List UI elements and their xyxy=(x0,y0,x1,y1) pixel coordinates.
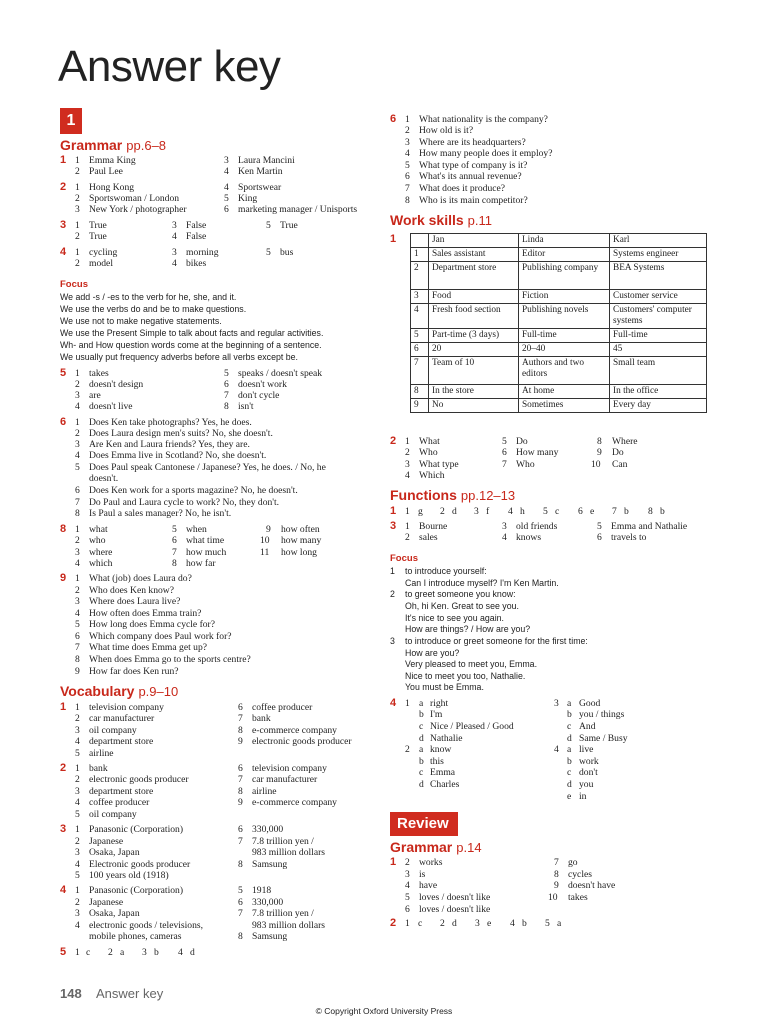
answer: Samsung xyxy=(252,859,288,870)
answer: department store xyxy=(89,786,154,797)
table-row: 7 Team of 10 Authors and two editors Small team xyxy=(411,357,707,385)
answer: How far does Ken run? xyxy=(89,666,179,677)
question-number: 1 xyxy=(60,154,67,166)
answer: loves / doesn't like xyxy=(419,892,491,903)
answer: what time xyxy=(186,535,225,546)
answer: What does it produce? xyxy=(419,183,506,194)
focus-line: How are things? / How are you? xyxy=(405,624,531,634)
answer: Does Ken work for a sports magazine? No, he doesn't. xyxy=(89,485,298,496)
page-title: Answer key xyxy=(58,42,281,91)
answer: Bourne xyxy=(419,521,448,532)
answer: bikes xyxy=(186,258,207,269)
answer: I'm xyxy=(430,709,443,720)
answer: a xyxy=(557,918,562,929)
answer: Does Emma live in Scotland? No, she doesn't. xyxy=(89,450,267,461)
answer: 7.8 trillion yen / xyxy=(252,908,314,919)
answer: how many xyxy=(281,535,322,546)
answer: speaks / doesn't speak xyxy=(238,368,323,379)
answer: works xyxy=(419,857,443,868)
answer: bus xyxy=(280,247,294,258)
focus-line: We usually put frequency adverbs before all verbs except be. xyxy=(60,352,298,362)
table-row: 6 20 20–40 45 xyxy=(411,343,707,357)
answer: b xyxy=(522,918,527,929)
question-number: 4 xyxy=(60,246,67,258)
focus-line: to greet someone you know: xyxy=(405,589,516,599)
answer: bank xyxy=(89,763,108,774)
answer: c xyxy=(418,918,423,929)
answer: Which company does Paul work for? xyxy=(89,631,232,642)
answer: Charles xyxy=(430,779,460,790)
answer: Emma and Nathalie xyxy=(611,521,688,532)
question-number: 2 xyxy=(390,435,397,447)
answer: live xyxy=(579,744,594,755)
table-row: 1 Sales assistant Editor Systems engineer xyxy=(411,248,707,262)
answer: e-commerce company xyxy=(252,797,337,808)
answer: Ken Martin xyxy=(238,166,283,177)
table-row: 5 Part-time (3 days) Full-time Full-time xyxy=(411,329,707,343)
focus-line: We use the Present Simple to talk about facts and regular activities. xyxy=(60,328,324,338)
answer: work xyxy=(579,756,599,767)
question-number: 3 xyxy=(60,219,67,231)
answer: how much xyxy=(186,547,227,558)
answer: 100 years old (1918) xyxy=(89,870,169,881)
answer: electronic goods producer xyxy=(252,736,352,747)
answer: Do xyxy=(612,447,624,458)
answer: Who does Ken know? xyxy=(89,585,174,596)
answer: h xyxy=(520,506,525,517)
answer: How many xyxy=(516,447,559,458)
focus-line: We use not to make negative statements. xyxy=(60,316,222,326)
answer: oil company xyxy=(89,725,137,736)
answer: right xyxy=(430,698,449,709)
vocabulary-heading: Vocabulary p.9–10 xyxy=(60,683,179,699)
answer: marketing manager / Unisports xyxy=(238,204,358,215)
answer: e xyxy=(487,918,492,929)
question-number: 2 xyxy=(60,762,67,774)
answer: you / things xyxy=(579,709,625,720)
answer: model xyxy=(89,258,113,269)
focus-line: We add -s / -es to the verb for he, she, and it. xyxy=(60,292,237,302)
answer: False xyxy=(186,220,207,231)
answer: mobile phones, cameras xyxy=(89,931,182,942)
question-number: 2 xyxy=(60,181,67,193)
table-header: Jan xyxy=(429,234,519,248)
table-header: Karl xyxy=(610,234,707,248)
answer: what xyxy=(89,524,108,535)
answer: Sportswear xyxy=(238,182,282,193)
answer: oil company xyxy=(89,809,137,820)
answer: Does Ken take photographs? Yes, he does. xyxy=(89,417,252,428)
answer: How old is it? xyxy=(419,125,474,136)
answer: Do xyxy=(516,436,528,447)
answer: this xyxy=(430,756,444,767)
answer: Osaka, Japan xyxy=(89,847,140,858)
answer: False xyxy=(186,231,207,242)
answer: electronic goods producer xyxy=(89,774,189,785)
answer: Good xyxy=(579,698,601,709)
answer: d xyxy=(190,947,195,958)
focus-line: Very pleased to meet you, Emma. xyxy=(405,659,538,669)
answer: 1918 xyxy=(252,885,272,896)
answer: doesn't. xyxy=(89,473,119,484)
answer: Japanese xyxy=(89,836,124,847)
review-grammar-heading: Grammar p.14 xyxy=(390,839,482,855)
answer: What type xyxy=(419,459,459,470)
answer: takes xyxy=(568,892,588,903)
answer: airline xyxy=(89,748,114,759)
answer: What's its annual revenue? xyxy=(419,171,522,182)
question-number: 4 xyxy=(60,884,67,896)
answer: cycles xyxy=(568,869,592,880)
answer: don't cycle xyxy=(238,390,280,401)
answer: True xyxy=(280,220,298,231)
answer: What xyxy=(419,436,440,447)
answer: Emma King xyxy=(89,155,136,166)
answer: car manufacturer xyxy=(89,713,155,724)
answer: old friends xyxy=(516,521,558,532)
answer: Do Paul and Laura cycle to work? No, they don't. xyxy=(89,497,280,508)
answer: Where does Laura live? xyxy=(89,596,181,607)
answer: b xyxy=(624,506,629,517)
answer: f xyxy=(486,506,490,517)
answer: Nice / Pleased / Good xyxy=(430,721,514,732)
answer: What type of company is it? xyxy=(419,160,528,171)
answer: cycling xyxy=(89,247,118,258)
answer: when xyxy=(186,524,207,535)
answer: What nationality is the company? xyxy=(419,114,548,125)
answer: morning xyxy=(186,247,219,258)
answer: Emma xyxy=(430,767,456,778)
answer: Samsung xyxy=(252,931,288,942)
focus-line: It's nice to see you again. xyxy=(405,613,504,623)
focus-heading: Focus xyxy=(60,279,88,290)
work-skills-table xyxy=(410,233,707,413)
answer: How many people does it employ? xyxy=(419,148,553,159)
table-row: 4 Fresh food section Publishing novels Customers' computer systems xyxy=(411,304,707,329)
answer: doesn't work xyxy=(238,379,287,390)
answer: True xyxy=(89,231,107,242)
answer: When does Emma go to the sports centre? xyxy=(89,654,251,665)
answer: car manufacturer xyxy=(252,774,318,785)
focus-line: How are you? xyxy=(405,648,460,658)
answer: how far xyxy=(186,558,216,569)
answer: where xyxy=(89,547,113,558)
question-number: 4 xyxy=(390,697,397,709)
answer: Who is its main competitor? xyxy=(419,195,528,206)
answer: Same / Busy xyxy=(579,733,628,744)
table-row: 8 In the store At home In the office xyxy=(411,385,707,399)
answer: How often does Emma train? xyxy=(89,608,202,619)
focus-heading: Focus xyxy=(390,553,418,564)
answer: doesn't design xyxy=(89,379,144,390)
answer: Who xyxy=(419,447,438,458)
answer: coffee producer xyxy=(252,702,313,713)
answer: Laura Mancini xyxy=(238,155,295,166)
answer: coffee producer xyxy=(89,797,150,808)
answer: g xyxy=(418,506,423,517)
answer: Japanese xyxy=(89,897,124,908)
answer: Sportswoman / London xyxy=(89,193,180,204)
answer: have xyxy=(419,880,438,891)
answer: Osaka, Japan xyxy=(89,908,140,919)
answer: television company xyxy=(89,702,164,713)
question-number: 6 xyxy=(60,416,67,428)
answer: Paul Lee xyxy=(89,166,123,177)
answer: e-commerce company xyxy=(252,725,337,736)
question-number: 8 xyxy=(60,523,67,535)
table-row: 2 Department store Publishing company BEA Systems xyxy=(411,262,707,290)
question-number: 3 xyxy=(60,823,67,835)
answer: which xyxy=(89,558,113,569)
review-badge: Review xyxy=(390,812,458,836)
answer: sales xyxy=(419,532,438,543)
unit-number-badge: 1 xyxy=(60,108,82,134)
answer: Is Paul a sales manager? No, he isn't. xyxy=(89,508,232,519)
answer: b xyxy=(154,947,159,958)
answer: Are Ken and Laura friends? Yes, they are. xyxy=(89,439,250,450)
answer: are xyxy=(89,390,101,401)
answer: 983 million dollars xyxy=(252,847,326,858)
focus-number: 1 xyxy=(390,566,395,576)
question-number: 1 xyxy=(390,856,397,868)
answer: 330,000 xyxy=(252,897,284,908)
answer: in xyxy=(579,791,587,802)
answer: True xyxy=(89,220,107,231)
focus-line: Nice to meet you too, Nathalie. xyxy=(405,671,526,681)
question-number: 6 xyxy=(390,113,397,125)
question-number: 1 xyxy=(390,505,397,517)
answer: electronic goods / televisions, xyxy=(89,920,204,931)
footer-label: Answer key xyxy=(96,986,164,1001)
answer: Does Paul speak Cantonese / Japanese? Yes, he does. / No, he xyxy=(89,462,326,473)
answer: Electronic goods producer xyxy=(89,859,191,870)
answer: Which xyxy=(419,470,445,481)
answer: isn't xyxy=(238,401,254,412)
focus-line: You must be Emma. xyxy=(405,682,484,692)
answer: e xyxy=(590,506,595,517)
answer: is xyxy=(419,869,426,880)
question-number: 5 xyxy=(60,946,67,958)
answer: you xyxy=(579,779,594,790)
question-number: 2 xyxy=(390,917,397,929)
focus-line: Oh, hi Ken. Great to see you. xyxy=(405,601,519,611)
copyright-notice: © Copyright Oxford University Press xyxy=(315,1006,453,1016)
focus-line: We use the verbs do and be to make questions. xyxy=(60,304,247,314)
answer: d xyxy=(452,918,457,929)
grammar-heading: Grammar pp.6–8 xyxy=(60,137,167,153)
answer: Nathalie xyxy=(430,733,463,744)
answer: know xyxy=(430,744,452,755)
answer: Where are its headquarters? xyxy=(419,137,526,148)
answer: c xyxy=(86,947,91,958)
answer: bank xyxy=(252,713,271,724)
answer: What (job) does Laura do? xyxy=(89,573,192,584)
answer: 330,000 xyxy=(252,824,284,835)
answer: King xyxy=(238,193,258,204)
answer: c xyxy=(555,506,560,517)
answer: Where xyxy=(612,436,638,447)
answer: New York / photographer xyxy=(89,204,187,215)
work-skills-heading: Work skills p.11 xyxy=(390,212,493,228)
question-number: 1 xyxy=(390,233,397,245)
answer: knows xyxy=(516,532,542,543)
answer: Panasonic (Corporation) xyxy=(89,824,184,835)
table-header: Linda xyxy=(519,234,610,248)
answer: 7.8 trillion yen / xyxy=(252,836,314,847)
answer: What time does Emma get up? xyxy=(89,642,208,653)
answer: Hong Kong xyxy=(89,182,135,193)
page-number: 148 xyxy=(60,986,82,1001)
answer: go xyxy=(568,857,578,868)
question-number: 5 xyxy=(60,367,67,379)
answer: How long does Emma cycle for? xyxy=(89,619,216,630)
answer: d xyxy=(452,506,457,517)
question-number: 1 xyxy=(60,701,67,713)
answer: who xyxy=(89,535,106,546)
focus-number: 2 xyxy=(390,589,395,599)
functions-heading: Functions pp.12–13 xyxy=(390,487,516,503)
answer: Panasonic (Corporation) xyxy=(89,885,184,896)
focus-line: to introduce yourself: xyxy=(405,566,487,576)
answer: And xyxy=(579,721,596,732)
answer: department store xyxy=(89,736,154,747)
answer: how often xyxy=(281,524,320,535)
focus-number: 3 xyxy=(390,636,395,646)
answer: don't xyxy=(579,767,598,778)
question-number: 3 xyxy=(390,520,397,532)
answer: travels to xyxy=(611,532,647,543)
answer: Does Laura design men's suits? No, she doesn't. xyxy=(89,428,273,439)
focus-line: Can I introduce myself? I'm Ken Martin. xyxy=(405,578,559,588)
table-row: 3 Food Fiction Customer service xyxy=(411,290,707,304)
answer: takes xyxy=(89,368,109,379)
answer: 983 million dollars xyxy=(252,920,326,931)
focus-line: Wh- and How question words come at the beginning of a sentence. xyxy=(60,340,322,350)
question-number: 9 xyxy=(60,572,67,584)
answer: Who xyxy=(516,459,535,470)
answer: loves / doesn't like xyxy=(419,904,491,915)
focus-line: to introduce or greet someone for the first time: xyxy=(405,636,588,646)
answer: doesn't have xyxy=(568,880,616,891)
answer: doesn't live xyxy=(89,401,133,412)
answer: Can xyxy=(612,459,628,470)
answer: how long xyxy=(281,547,317,558)
table-row: 9 No Sometimes Every day xyxy=(411,399,707,413)
answer: airline xyxy=(252,786,277,797)
answer: a xyxy=(120,947,125,958)
answer: television company xyxy=(252,763,327,774)
